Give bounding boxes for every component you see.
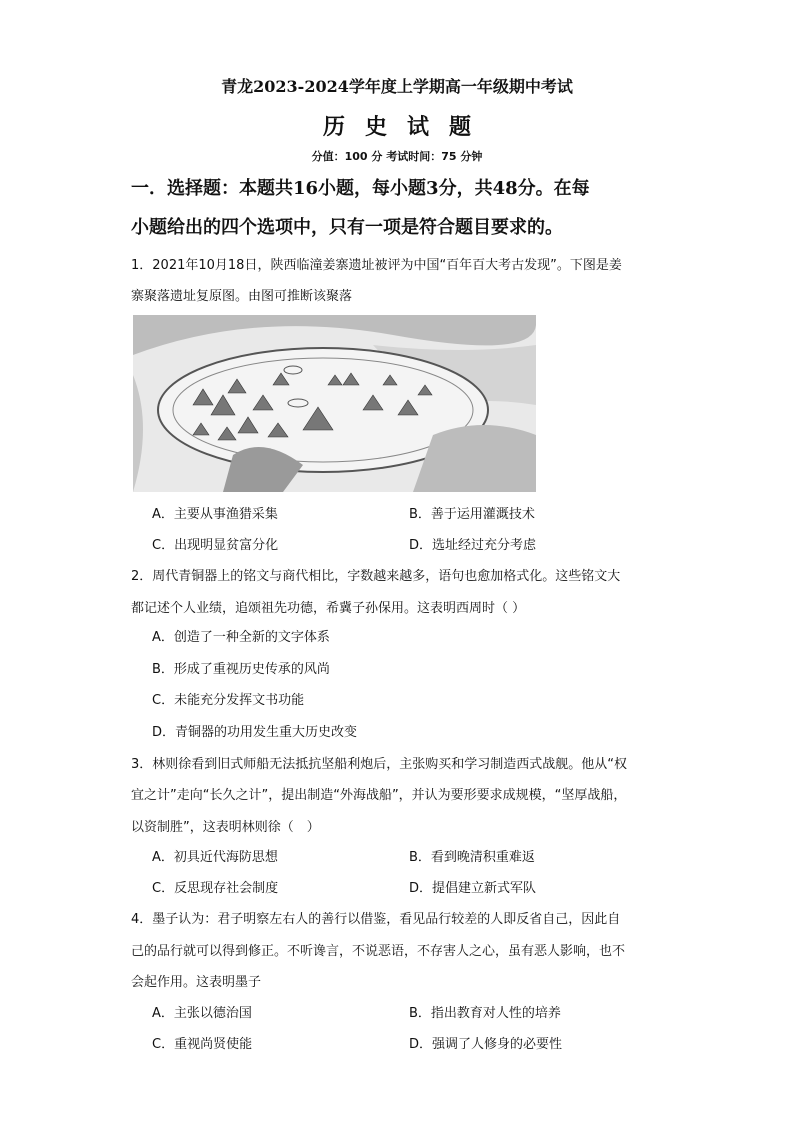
q1-option-a: A．主要从事渔猎采集 [152,507,278,522]
q4-stem-line3: 会起作用。这表明墨子 [131,975,262,990]
q1-option-c: C．出现明显贫富分化 [152,538,279,553]
section-heading-line1: 一．选择题：本题共16小题，每小题3分，共48分。在每 [131,178,590,199]
q2-option-c: C．未能充分发挥文书功能 [152,693,305,708]
q4-option-c: C．重视尚贤使能 [152,1037,253,1052]
q2-option-d: D．青铜器的功用发生重大历史改变 [152,725,358,740]
q4-stem-line2: 己的品行就可以得到修正。不听谗言，不说恶语，不存害人之心，虽有恶人影响，也不 [131,944,626,959]
subject-title: 历史试题 [322,114,491,140]
q3-option-a: A．初具近代海防思想 [152,850,278,865]
q1-stem-line1: 1．2021年10月18日，陕西临潼姜寨遗址被评为中国“百年百大考古发现”。下图是姜 [131,258,622,273]
q3-stem-line1: 3．林则徐看到旧式师船无法抵抗坚船利炮后，主张购买和学习制造西式战舰。他从“权 [131,757,628,772]
q2-stem-line1: 2．周代青铜器上的铭文与商代相比，字数越来越多，语句也愈加格式化。这些铭文大 [131,569,621,584]
q2-option-a: A．创造了一种全新的文字体系 [152,630,330,645]
q3-option-c: C．反思现存社会制度 [152,881,279,896]
jiangzhai-settlement-illustration [133,315,536,492]
q1-stem-line2: 寨聚落遗址复原图。由图可推断该聚落 [131,289,353,304]
q4-option-a: A．主张以德治国 [152,1006,252,1021]
q3-option-b: B．看到晚清积重难返 [409,850,535,865]
exam-meta: 分值：100 分 考试时间：75 分钟 [311,150,483,163]
q1-option-d: D．选址经过充分考虑 [409,538,537,553]
q3-stem-line3: 以资制胜”，这表明林则徐（ ） [131,820,320,835]
q3-stem-line2: 宜之计”走向“长久之计”，提出制造“外海战船”，并认为要形要求成规模，“坚厚战船， [131,788,627,803]
section-heading-line2: 小题给出的四个选项中，只有一项是符合题目要求的。 [131,217,563,238]
q2-option-b: B．形成了重视历史传承的风尚 [152,662,330,677]
q4-stem-line1: 4．墨子认为：君子明察左右人的善行以借鉴，看见品行较差的人即反省自己，因此自 [131,912,621,927]
q1-option-b: B．善于运用灌溉技术 [409,507,535,522]
exam-title: 青龙2023-2024学年度上学期高一年级期中考试 [221,77,573,96]
q2-stem-line2: 都记述个人业绩，追颂祖先功德，希冀子孙保用。这表明西周时（ ） [131,601,526,616]
q3-option-d: D．提倡建立新式军队 [409,881,537,896]
q4-option-d: D．强调了人修身的必要性 [409,1037,563,1052]
q4-option-b: B．指出教育对人性的培养 [409,1006,561,1021]
